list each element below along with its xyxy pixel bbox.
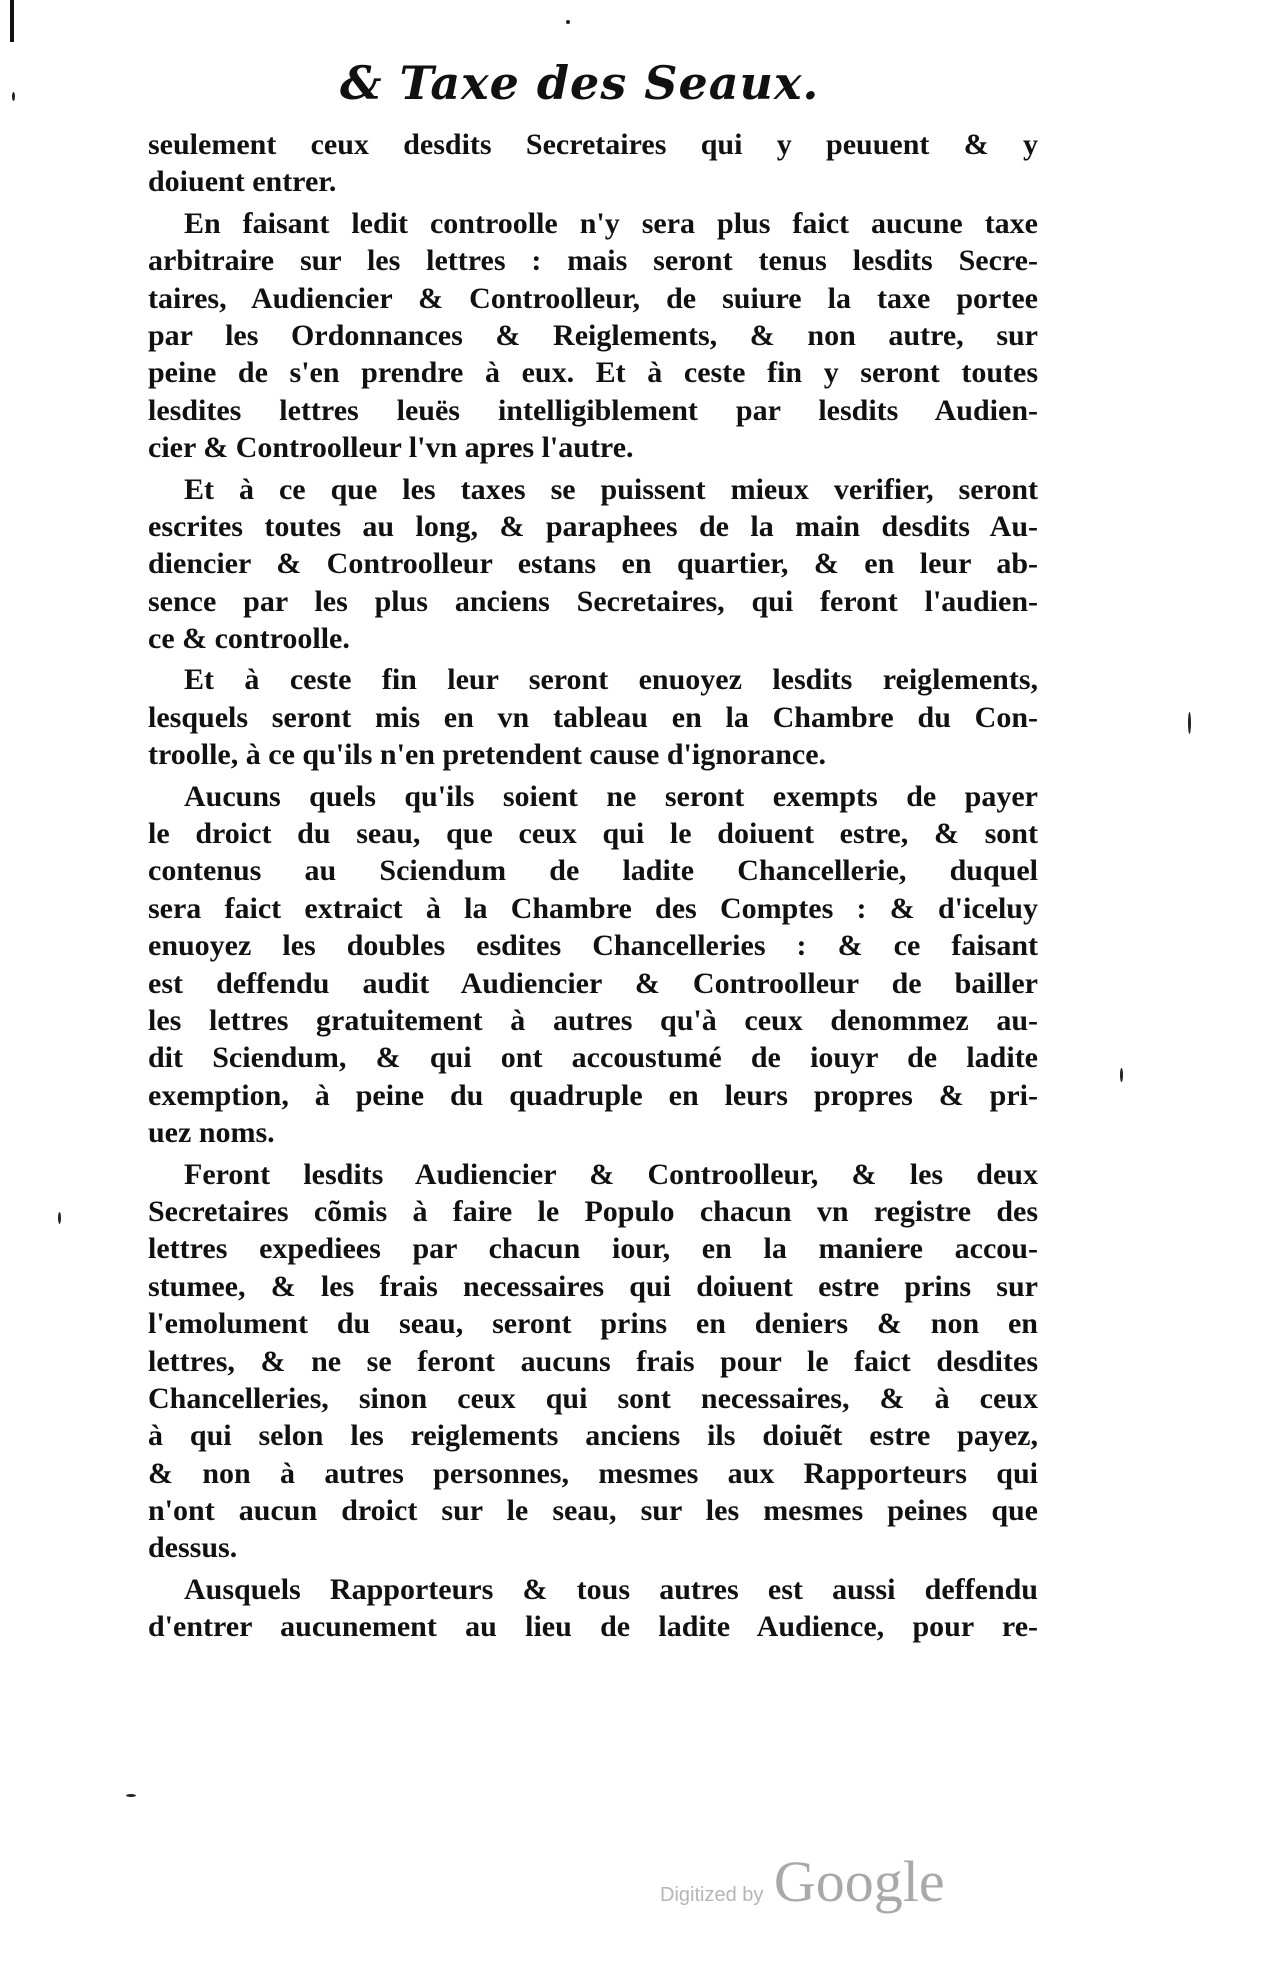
ink-speck [58,1212,61,1224]
text-line: lesquels seront mis en vn tableau en la Chambre du Con- [148,700,1038,734]
text-line: Et à ceste fin leur seront enuoyez lesdits reiglements, [184,663,1038,697]
paragraph [148,1571,1038,1646]
ink-speck [12,92,15,101]
text-line: lettres expediees par chacun iour, en la maniere accou- [148,1232,1038,1266]
text-line: cier & Controolleur l'vn apres l'autre. [148,431,634,465]
text-line: le droict du seau, que ceux qui le doiuent estre, & sont [148,817,1038,851]
text-line: est deffendu audit Audiencier & Controolleur de bailler [148,966,1038,1000]
text-line: l'emolument du seau, seront prins en deniers & non en [148,1307,1038,1341]
text-line: arbitraire sur les lettres : mais seront tenus lesdits Secre- [148,244,1038,278]
text-line: Ausquels Rapporteurs & tous autres est aussi deffendu [184,1572,1038,1606]
paragraph [148,778,1038,1152]
text-line: n'ont aucun droict sur le seau, sur les mesmes peines que [148,1494,1038,1528]
text-line: taires, Audiencier & Controolleur, de suiure la taxe portee [148,281,1038,315]
text-line: & non à autres personnes, mesmes aux Rapporteurs qui [148,1456,1038,1490]
text-line: ce & controolle. [148,622,350,656]
text-line: lesdites lettres leuës intelligiblement par lesdits Audien- [148,393,1038,427]
ink-speck [126,1794,136,1797]
text-line: uez noms. [148,1116,275,1150]
text-line: exemption, à peine du quadruple en leurs propres & pri- [148,1078,1038,1112]
text-line: stumee, & les frais necessaires qui doiuent estre prins sur [148,1269,1038,1303]
ink-speck [1188,712,1191,734]
text-line: par les Ordonnances & Reiglements, & non autre, sur [148,318,1038,352]
text-line: seulement ceux desdits Secretaires qui y peuuent & y [148,128,1038,161]
text-line: contenus au Sciendum de ladite Chancellerie, duquel [148,854,1038,888]
ink-speck [566,20,570,24]
text-line: Et à ce que les taxes se puissent mieux verifier, seront [184,472,1038,506]
text-line: En faisant ledit controolle n'y sera plus faict aucune taxe [184,206,1038,240]
text-line: Chancelleries, sinon ceux qui sont necessaires, & à ceux [148,1381,1038,1415]
text-line: dessus. [148,1531,238,1565]
text-line: Aucuns quels qu'ils soient ne seront exempts de payer [184,779,1038,813]
ink-speck [1120,1068,1123,1082]
text-line: sera faict extraict à la Chambre des Comptes : & d'iceluy [148,891,1038,925]
text-line: d'entrer aucunement au lieu de ladite Audience, pour re- [148,1610,1038,1644]
text-line: peine de s'en prendre à eux. Et à ceste fin y seront toutes [148,356,1038,390]
text-line: diencier & Controolleur estans en quartier, & en leur ab- [148,547,1038,581]
watermark-prefix: Digitized by [660,1884,764,1906]
digitized-watermark [660,1848,945,1915]
text-line: enuoyez les doubles esdites Chancelleries : & ce faisant [148,929,1038,963]
page-edge-mark [10,0,14,42]
text-line: doiuent entrer. [148,165,337,199]
text-line: Feront lesdits Audiencier & Controolleur, & les deux [184,1157,1038,1191]
text-line: les lettres gratuitement à autres qu'à ceux denommez au- [148,1003,1038,1037]
google-logo: Google [773,1849,945,1914]
text-line: sence par les plus anciens Secretaires, qui feront l'audien- [148,584,1038,618]
body-text [148,126,1038,1646]
text-line: troolle, à ce qu'ils n'en pretendent cause d'ignorance. [148,738,827,772]
text-line: dit Sciendum, & qui ont accoustumé de iouyr de ladite [148,1041,1038,1075]
text-line: escrites toutes au long, & paraphees de la main desdits Au- [148,509,1038,543]
paragraph [148,1156,1038,1567]
paragraph [148,471,1038,658]
paragraph [148,126,1038,201]
text-line: à qui selon les reiglements anciens ils doiuẽt estre payez, [148,1419,1038,1453]
text-line: lettres, & ne se feront aucuns frais pour le faict desdites [148,1344,1038,1378]
running-header: & Taxe des Seaux. [340,56,820,110]
paragraph [148,661,1038,773]
paragraph [148,205,1038,467]
text-line: Secretaires cõmis à faire le Populo chacun vn registre des [148,1194,1038,1228]
